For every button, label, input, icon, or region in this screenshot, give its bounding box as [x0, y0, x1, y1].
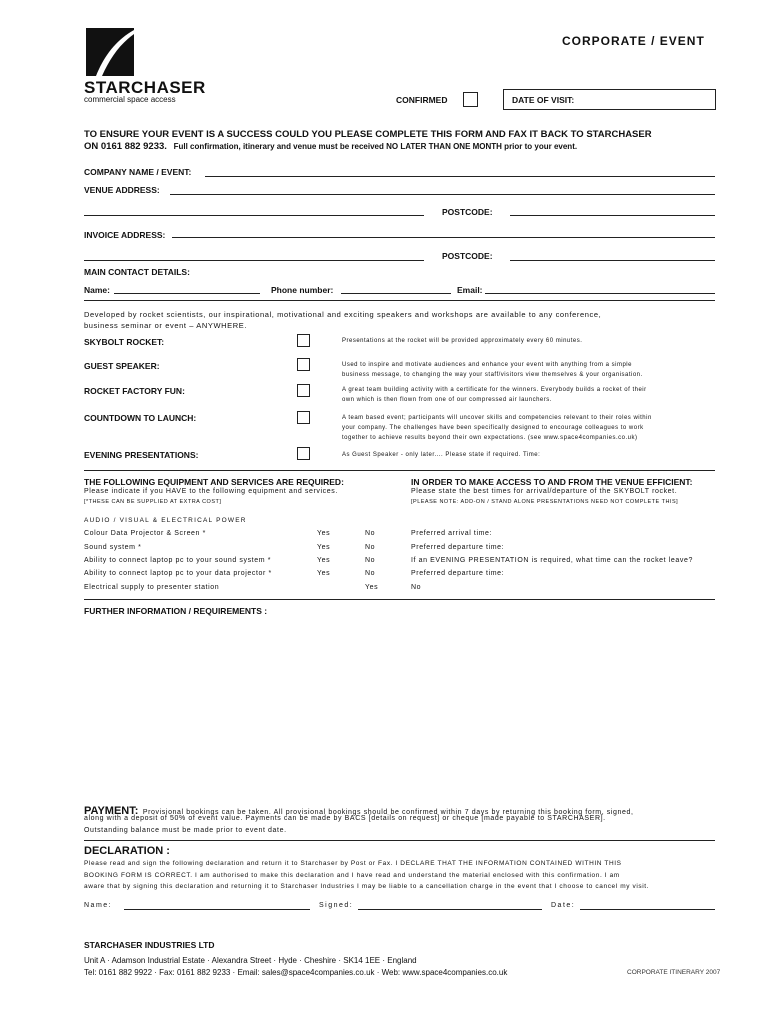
- option-guest-speaker-checkbox[interactable]: [297, 358, 310, 371]
- option-countdown-checkbox[interactable]: [297, 411, 310, 424]
- invoice-label: INVOICE ADDRESS:: [84, 230, 166, 240]
- access-title: IN ORDER TO MAKE ACCESS TO AND FROM THE VENUE EFFICIENT:: [411, 477, 693, 487]
- fax-number: ON 0161 882 9233.: [84, 141, 167, 152]
- payment-text-3: Outstanding balance must be made prior to event date.: [84, 827, 287, 834]
- postcode-label: POSTCODE:: [442, 207, 493, 217]
- option-countdown-label: COUNTDOWN TO LAUNCH:: [84, 413, 197, 423]
- arrival-time-label: Preferred arrival time:: [411, 530, 493, 537]
- intro-line-1: TO ENSURE YOUR EVENT IS A SUCCESS COULD YOU PLEASE COMPLETE THIS FORM AND FAX IT BACK TO STARCHASER: [84, 129, 652, 140]
- invoice-input-line[interactable]: [172, 237, 715, 238]
- equip-item-projector: Colour Data Projector & Screen *: [84, 530, 206, 537]
- option-guest-speaker-desc-2: business message, to changing the way your staff/visitors view themselves & your organisation.: [342, 372, 643, 378]
- offer-line-2: business seminar or event – ANYWHERE.: [84, 321, 248, 330]
- phone-input-line[interactable]: [341, 293, 451, 294]
- decl-signed-input-line[interactable]: [358, 909, 542, 910]
- option-skybolt-desc: Presentations at the rocket will be provided approximately every 60 minutes.: [342, 338, 583, 344]
- postcode-input-line[interactable]: [510, 215, 715, 216]
- postcode-label-2: POSTCODE:: [442, 251, 493, 261]
- option-evening-checkbox[interactable]: [297, 447, 310, 460]
- equipment-subtitle: Please indicate if you HAVE to the following equipment and services.: [84, 488, 338, 495]
- further-info-label: FURTHER INFORMATION / REQUIREMENTS :: [84, 606, 268, 616]
- date-of-visit-label: DATE OF VISIT:: [512, 95, 575, 105]
- option-factory-label: ROCKET FACTORY FUN:: [84, 386, 185, 396]
- equip-projector-no[interactable]: No: [365, 530, 376, 537]
- postcode-input-line-2[interactable]: [510, 260, 715, 261]
- option-evening-desc: As Guest Speaker - only later.... Please state if required. Time:: [342, 452, 541, 458]
- venue-input-line-2[interactable]: [84, 215, 424, 216]
- evening-rocket-question: If an EVENING PRESENTATION is required, what time can the rocket leave?: [411, 557, 693, 564]
- equip-sound-yes[interactable]: Yes: [317, 544, 331, 551]
- venue-input-line[interactable]: [170, 194, 715, 195]
- email-label: Email:: [457, 285, 483, 295]
- divider: [84, 840, 715, 841]
- brand-subtitle: commercial space access: [84, 95, 176, 104]
- equip-laptop-sound-no[interactable]: No: [365, 557, 376, 564]
- option-factory-checkbox[interactable]: [297, 384, 310, 397]
- decl-name-label: Name:: [84, 902, 113, 909]
- declaration-text-1: Please read and sign the following declaration and return it to Starchaser by Post or Fax. I DECLARE THAT THE INFORMATION CONTAINED WITHIN THIS: [84, 860, 622, 867]
- divider: [84, 599, 715, 600]
- email-input-line[interactable]: [485, 293, 715, 294]
- equip-projector-yes[interactable]: Yes: [317, 530, 331, 537]
- decl-signed-label: Signed:: [319, 902, 354, 909]
- option-countdown-desc-2: your company. The challenges have been specifically designed to encourage colleagues to work: [342, 425, 644, 431]
- invoice-input-line-2[interactable]: [84, 260, 424, 261]
- footer-address: Unit A · Adamson Industrial Estate · Alexandra Street · Hyde · Cheshire · SK14 1EE · England: [84, 956, 417, 965]
- equip-laptop-projector-yes[interactable]: Yes: [317, 570, 331, 577]
- declaration-text-3: aware that by signing this declaration and returning it to Starchaser Industries I may be liable to a cancellation charge in the event that I choose to cancel my visit.: [84, 883, 650, 890]
- decl-date-label: Date:: [551, 902, 576, 909]
- equip-sound-no[interactable]: No: [365, 544, 376, 551]
- option-guest-speaker-label: GUEST SPEAKER:: [84, 361, 160, 371]
- option-factory-desc-1: A great team building activity with a certificate for the winners. Everybody builds a rocket of their: [342, 387, 647, 393]
- company-label: COMPANY NAME / EVENT:: [84, 167, 192, 177]
- option-guest-speaker-desc-1: Used to inspire and motivate audiences and enhance your event with anything from a simple: [342, 362, 632, 368]
- option-factory-desc-2: own which is then flown from one of our compressed air launchers.: [342, 397, 552, 403]
- departure-time-label: Preferred departure time:: [411, 544, 505, 551]
- equip-laptop-projector-no[interactable]: No: [365, 570, 376, 577]
- swoosh-icon: [86, 28, 134, 76]
- footer-company: STARCHASER INDUSTRIES LTD: [84, 940, 215, 950]
- payment-text-2: along with a deposit of 50% of event value. Payments can be made by BACS [details on request] or cheque [made payable to STARCHASER].: [84, 815, 606, 822]
- offer-line-1: Developed by rocket scientists, our inspirational, motivational and exciting speakers and workshops are available to any conference,: [84, 310, 602, 319]
- decl-date-input-line[interactable]: [580, 909, 715, 910]
- document-title: CORPORATE / EVENT: [562, 34, 705, 48]
- starchaser-logo-mark: [86, 28, 134, 76]
- declaration-title: DECLARATION :: [84, 845, 170, 857]
- access-note: [PLEASE NOTE: ADD-ON / STAND ALONE PRESENTATIONS NEED NOT COMPLETE THIS]: [411, 499, 679, 505]
- option-countdown-desc-1: A team based event; participants will uncover skills and competencies relevant to their roles within: [342, 415, 652, 421]
- access-no[interactable]: No: [411, 584, 422, 591]
- equip-laptop-sound-yes[interactable]: Yes: [317, 557, 331, 564]
- option-evening-label: EVENING PRESENTATIONS:: [84, 450, 199, 460]
- confirmed-label: CONFIRMED: [396, 95, 448, 105]
- divider: [84, 470, 715, 471]
- equip-item-electrical: Electrical supply to presenter station: [84, 584, 220, 591]
- declaration-text-2: BOOKING FORM IS CORRECT. I am authorised to make this declaration and I have read and understand the material enclosed with this confirmation. I am: [84, 872, 620, 879]
- equipment-note: [*THESE CAN BE SUPPLIED AT EXTRA COST]: [84, 499, 222, 505]
- name-label: Name:: [84, 285, 110, 295]
- further-info-area[interactable]: [84, 620, 715, 795]
- option-countdown-desc-3: together to achieve results beyond their own expectations. (see www.space4companies.co.uk): [342, 435, 638, 441]
- decl-name-input-line[interactable]: [124, 909, 310, 910]
- payment-text-1: Provisional bookings can be taken. All provisional bookings should be confirmed within 7 days by returning this booking form, signed,: [142, 809, 634, 816]
- access-subtitle: Please state the best times for arrival/departure of the SKYBOLT rocket.: [411, 488, 678, 495]
- equip-item-laptop-projector: Ability to connect laptop pc to your data projector *: [84, 570, 272, 577]
- divider: [84, 300, 715, 301]
- departure-time-label-2: Preferred departure time:: [411, 570, 505, 577]
- av-section-title: AUDIO / VISUAL & ELECTRICAL POWER: [84, 517, 247, 524]
- intro-deadline: Full confirmation, itinerary and venue must be received NO LATER THAN ONE MONTH prior to your event.: [173, 142, 578, 151]
- equip-electrical-yes[interactable]: Yes: [365, 584, 379, 591]
- company-input-line[interactable]: [205, 176, 715, 177]
- date-of-visit-field[interactable]: [503, 89, 716, 110]
- footer-itinerary: CORPORATE ITINERARY 2007: [627, 969, 721, 976]
- intro-line-2: [84, 141, 577, 152]
- payment-title: PAYMENT:: [84, 805, 139, 817]
- phone-label: Phone number:: [271, 285, 334, 295]
- equip-item-sound: Sound system *: [84, 544, 142, 551]
- venue-label: VENUE ADDRESS:: [84, 185, 160, 195]
- equipment-title: THE FOLLOWING EQUIPMENT AND SERVICES ARE REQUIRED:: [84, 477, 344, 487]
- option-skybolt-checkbox[interactable]: [297, 334, 310, 347]
- name-input-line[interactable]: [114, 293, 260, 294]
- footer-contact: Tel: 0161 882 9922 · Fax: 0161 882 9233 · Email: sales@space4companies.co.uk · Web: www.space4companies.co.uk: [84, 968, 508, 977]
- confirmed-checkbox[interactable]: [463, 92, 478, 107]
- contact-label: MAIN CONTACT DETAILS:: [84, 267, 190, 277]
- brand-name: STARCHASER: [84, 78, 206, 97]
- equip-item-laptop-sound: Ability to connect laptop pc to your sound system *: [84, 557, 272, 564]
- option-skybolt-label: SKYBOLT ROCKET:: [84, 337, 165, 347]
